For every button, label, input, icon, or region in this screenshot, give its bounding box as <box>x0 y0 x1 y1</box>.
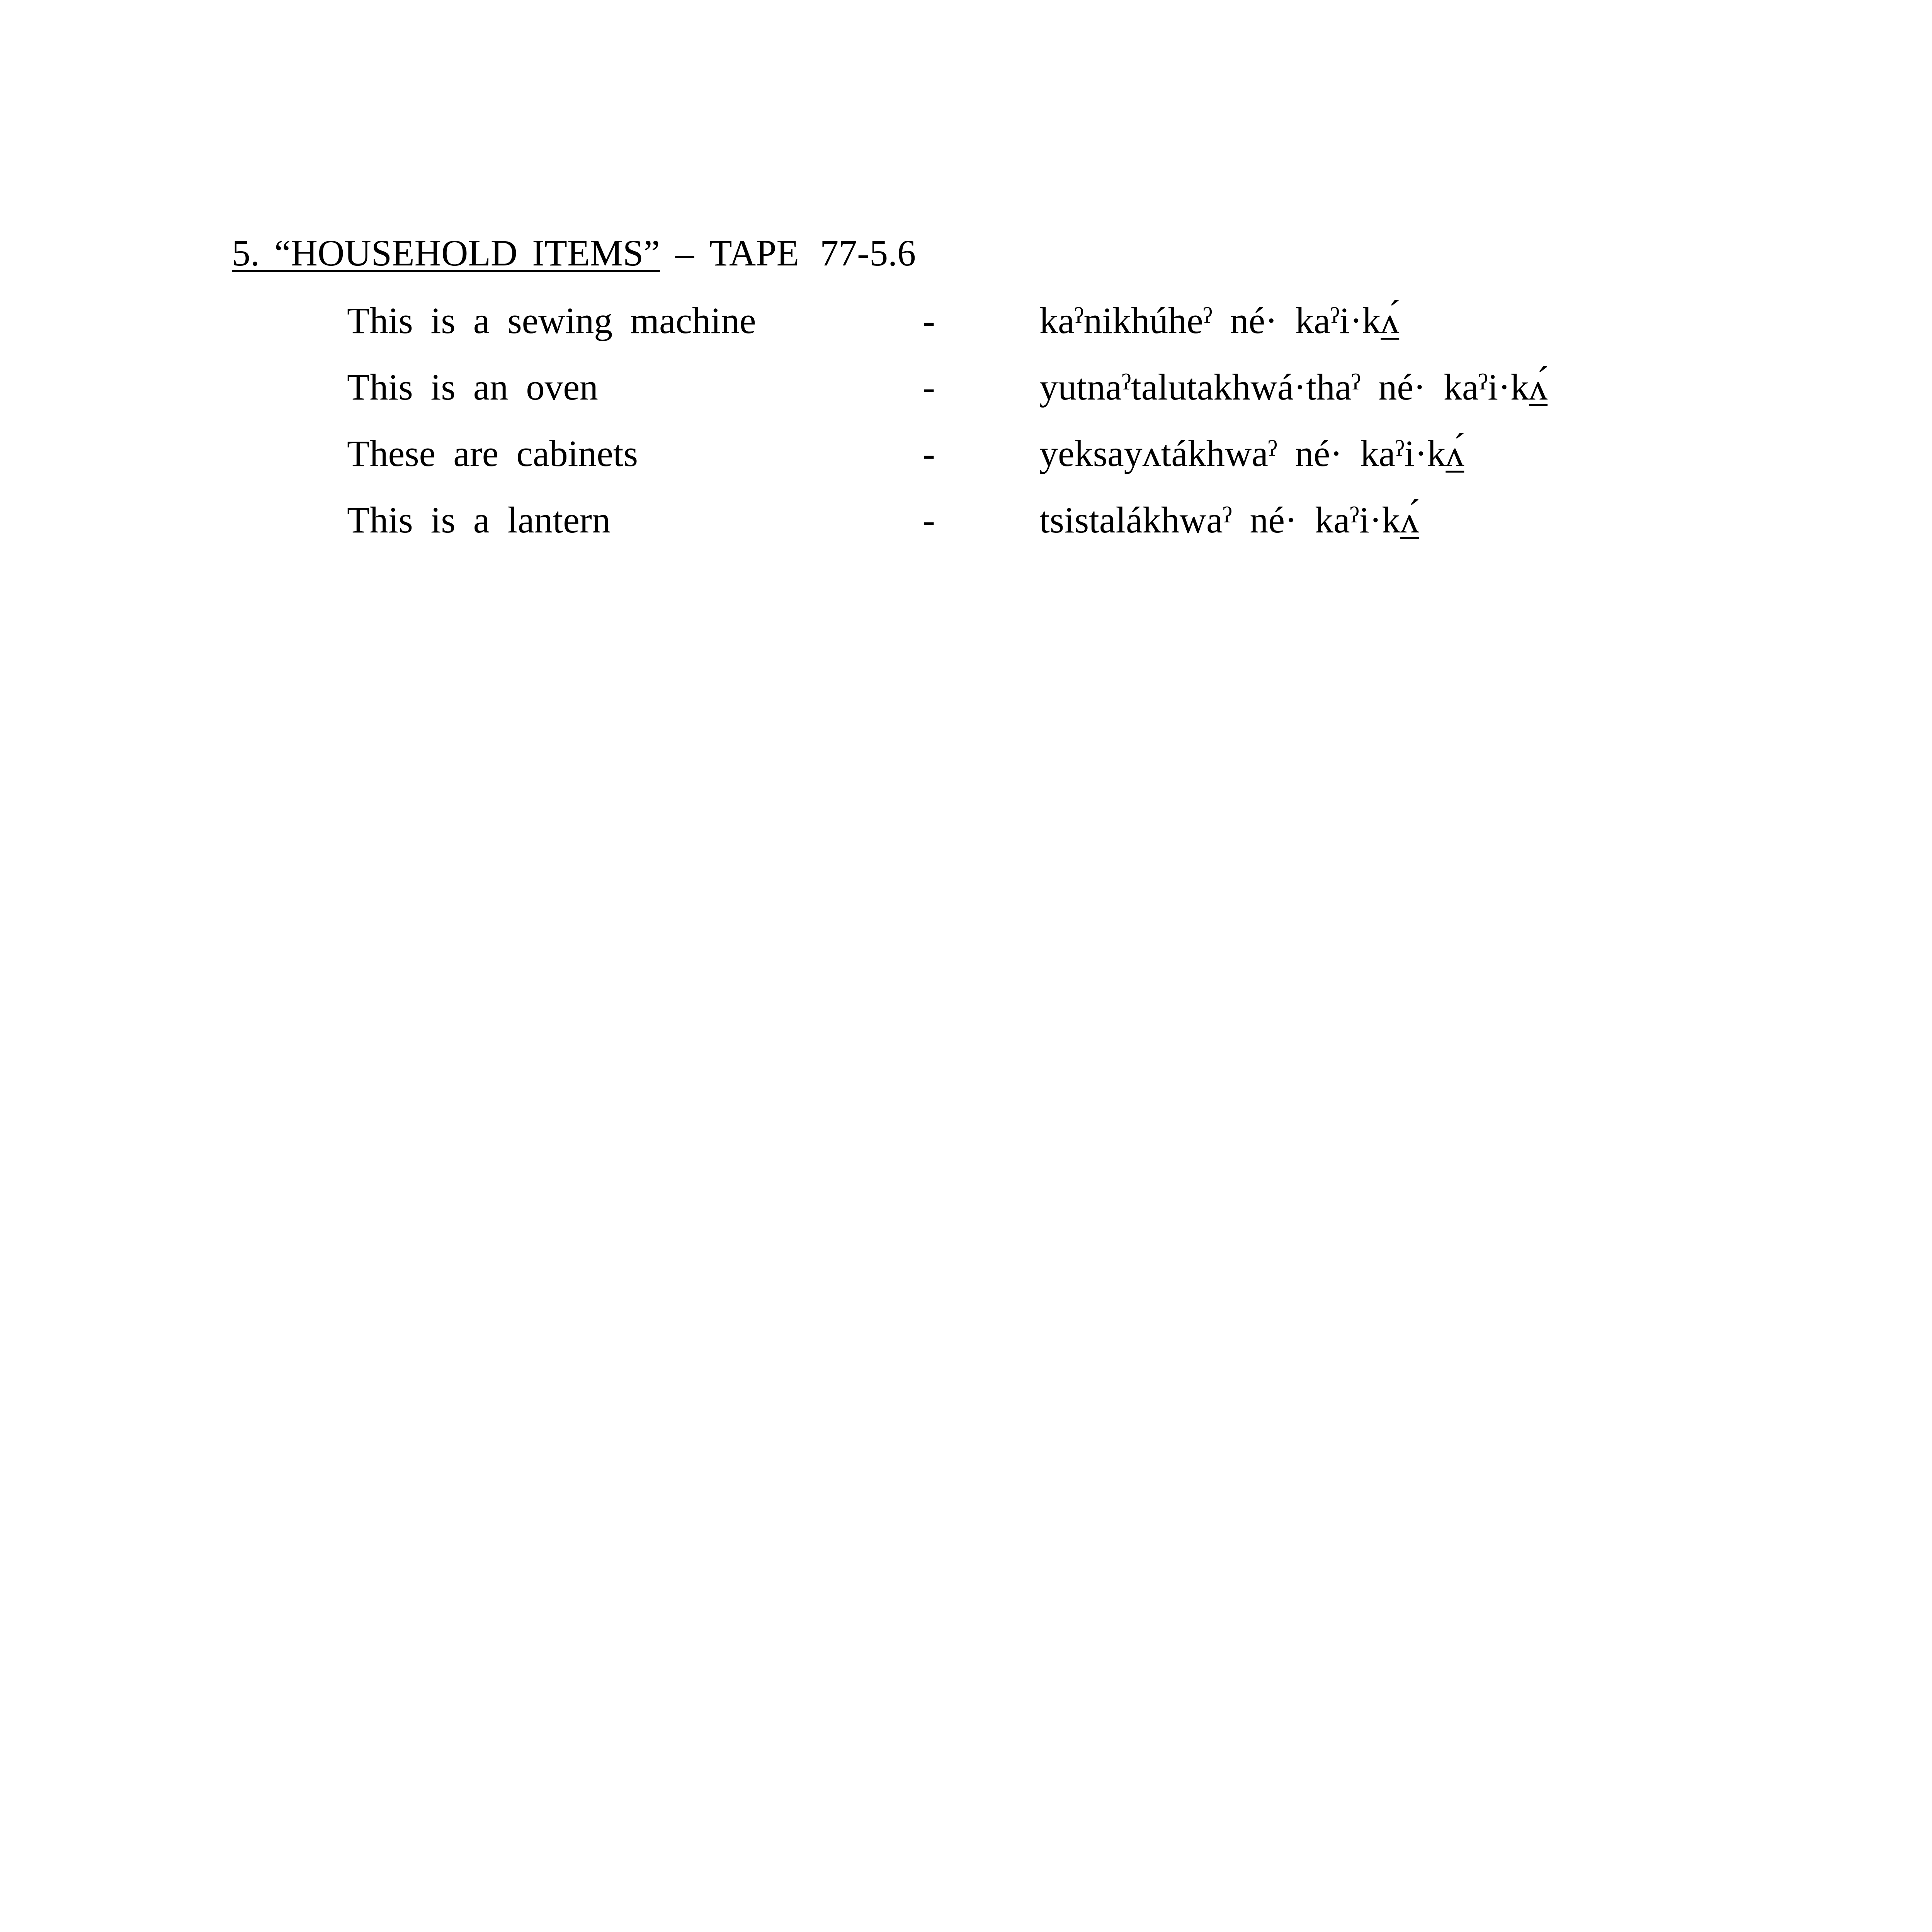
row-dash: - <box>923 300 935 341</box>
native-phrase <box>1039 495 1419 545</box>
native-phrase-underlined: ʌ́ <box>1446 433 1464 474</box>
native-phrase-underlined: ʌ́ <box>1381 300 1400 341</box>
native-phrase-main: yeksayʌtákhwaˀ né· kaˀi·k <box>1039 433 1446 474</box>
section-title: 5. “HOUSEHOLD ITEMS” <box>232 232 660 274</box>
english-phrase: This is a sewing machine <box>347 300 756 341</box>
row-dash: - <box>923 433 935 474</box>
heading-separator: – <box>675 232 694 274</box>
native-phrase <box>1039 429 1464 479</box>
native-phrase-main: kaˀnikhúheˀ né· kaˀi·k <box>1039 300 1381 341</box>
english-phrase: These are cabinets <box>347 433 638 474</box>
section-heading <box>232 228 916 278</box>
native-phrase-main: yutnaˀtalutakhwá·thaˀ né· kaˀi·k <box>1039 366 1529 408</box>
row-dash: - <box>923 366 935 408</box>
english-phrase: This is an oven <box>347 366 598 408</box>
vocab-row <box>0 296 1932 350</box>
vocab-row <box>0 429 1932 483</box>
native-phrase <box>1039 362 1548 412</box>
native-phrase-main: tsistalákhwaˀ né· kaˀi·k <box>1039 499 1401 541</box>
english-phrase: This is a lantern <box>347 499 611 541</box>
native-phrase <box>1039 296 1399 346</box>
row-dash: - <box>923 499 935 541</box>
vocab-row <box>0 362 1932 416</box>
vocab-row <box>0 495 1932 549</box>
native-phrase-underlined: ʌ́ <box>1400 499 1419 541</box>
tape-reference: TAPE 77-5.6 <box>709 232 916 274</box>
native-phrase-underlined: ʌ́ <box>1529 366 1548 408</box>
